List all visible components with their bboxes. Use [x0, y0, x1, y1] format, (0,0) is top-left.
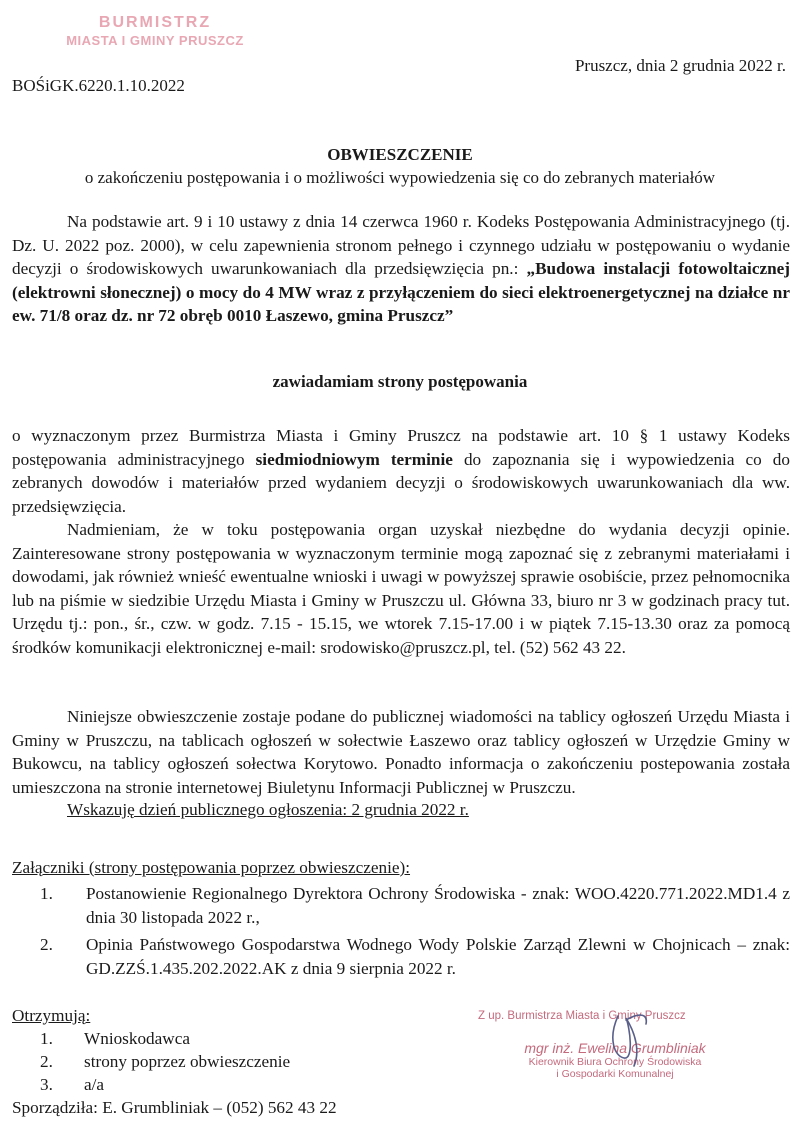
deadline-text-before: o wyznaczonym przez Burmistrza Miasta i Gminy Pruszcz na podstawie art. 10 § 1 ustawy Kodeks postępowania administracyjnego	[12, 426, 790, 469]
attachment-number: 1.	[40, 884, 53, 903]
publication-paragraph: Niniejsze obwieszczenie zostaje podane do publicznej wiadomości na tablicy ogłoszeń Urzędu Miasta i Gminy w Pruszczu, na tablicach ogłoszeń w sołectwie Łaszewo oraz tablicy ogłoszeń w Urzędzie Gminy w Bukowcu, na tablicy ogłoszeń sołectwa Korytowo. Ponadto informacja o zakończeniu postepowania została umieszczona na stronie internetowej Biuletynu Informacji Publicznej w Pruszczu.	[12, 707, 790, 797]
recipient-number: 3.	[40, 1075, 53, 1094]
deadline-paragraph	[12, 424, 790, 518]
document-title: OBWIESZCZENIE	[327, 145, 473, 164]
signature-line-1: Z up. Burmistrza Miasta i Gminy Pruszcz	[478, 1010, 686, 1022]
legal-basis-paragraph	[12, 210, 790, 328]
deadline-text-after: do zapoznania się i wypowiedzenia co do zebranych dowodów i materiałów przed wydaniem decyzji o środowiskowych uwarunkowaniach dla ww. przedsięwzięcia.	[12, 449, 790, 516]
attachment-number: 2.	[40, 935, 53, 954]
recipient-text: Wnioskodawca	[84, 1029, 190, 1048]
recipient-item	[40, 1075, 104, 1095]
attachment-text: Opinia Państwowego Gospodarstwa Wodnego Wody Polskie Zarząd Zlewni w Chojnicach – znak: GD.ZZŚ.1.435.202.2022.AK z dnia 9 sierpnia 2022 r.	[86, 935, 790, 978]
review-paragraph: Nadmieniam, że w toku postępowania organ uzyskał niezbędne do wydania decyzji opinie. Zainteresowane strony postępowania w wyznaczonym terminie mogą zapoznać się z zebranymi materiałami i dowodami, jak również wnieść ewentualne wnioski i uwagi w powyższej sprawie osobiście, przez pełnomocnika lub na piśmie w siedzibie Urzędu Miasta i Gminy w Pruszczu ul. Główna 33, biuro nr 3 w godzinach pracy tut. Urzędu tj.: pon., śr., czw. w godz. 7.15 - 15.15, we wtorek 7.15-17.00 i w piątek 7.15-13.30 oraz za pomocą środków komunikacji elektronicznej e-mail: srodowisko@pruszcz.pl, tel. (52) 562 43 22.	[12, 520, 790, 657]
prepared-by: Sporządziła: E. Grumbliniak – (052) 562 43 22	[12, 1098, 337, 1117]
recipient-item	[40, 1052, 290, 1072]
publication-date	[67, 800, 469, 820]
handwritten-signature-icon	[600, 1008, 660, 1068]
signature-role-1: Kierownik Biura Ochrony Środowiska	[528, 1056, 702, 1068]
reference-number: BOŚiGK.6220.1.10.2022	[12, 76, 185, 95]
attachment-text: Postanowienie Regionalnego Dyrektora Ochrony Środowiska - znak: WOO.4220.771.2022.MD1.4 z dnia 30 listopada 2022 r.,	[86, 884, 790, 927]
recipient-text: a/a	[84, 1075, 105, 1094]
recipient-number: 1.	[40, 1029, 53, 1048]
project-name: „Budowa instalacji fotowoltaicznej (elektrowni słonecznej) o mocy do 4 MW wraz z przyłączeniem do sieci elektroenergetycznej na działce nr ew. 71/8 oraz dz. nr 72 obręb 0010 Łaszewo, gmina Pruszcz”	[12, 259, 790, 326]
recipient-item	[40, 1029, 190, 1049]
recipient-number: 2.	[40, 1052, 53, 1071]
publication-date-text: Wskazuję dzień publicznego ogłoszenia: 2 grudnia 2022 r.	[67, 800, 469, 819]
signature-role-2: i Gospodarki Komunalnej	[556, 1068, 674, 1080]
place-date: Pruszcz, dnia 2 grudnia 2022 r.	[574, 56, 786, 75]
office-stamp	[50, 14, 260, 50]
stamp-line-2: MIASTA I GMINY PRUSZCZ	[66, 33, 244, 48]
recipient-text: strony poprzez obwieszczenie	[84, 1052, 291, 1071]
document-subtitle: o zakończeniu postępowania i o możliwości wypowiedzenia się co do zebranych materiałów	[84, 168, 716, 187]
notify-heading: zawiadamiam strony postępowania	[272, 372, 528, 391]
recipients-heading: Otrzymują:	[12, 1006, 91, 1025]
attachments-heading: Załączniki (strony postępowania poprzez obwieszczenie):	[12, 858, 411, 877]
signature-name: mgr inż. Ewelina Grumbliniak	[524, 1040, 706, 1056]
stamp-line-1: BURMISTRZ	[98, 14, 212, 31]
deadline-term: siedmiodniowym terminie	[255, 449, 453, 469]
legal-basis-text: Na podstawie art. 9 i 10 ustawy z dnia 14 czerwca 1960 r. Kodeks Postępowania Administracyjnego (tj. Dz. U. 2022 poz. 2000), w celu zapewnienia stronom pełnego i czynnego udziału w postępowaniu o wydanie decyzji o środowiskowych uwarunkowaniach dla przedsięwzięcia pn.:	[12, 212, 790, 279]
